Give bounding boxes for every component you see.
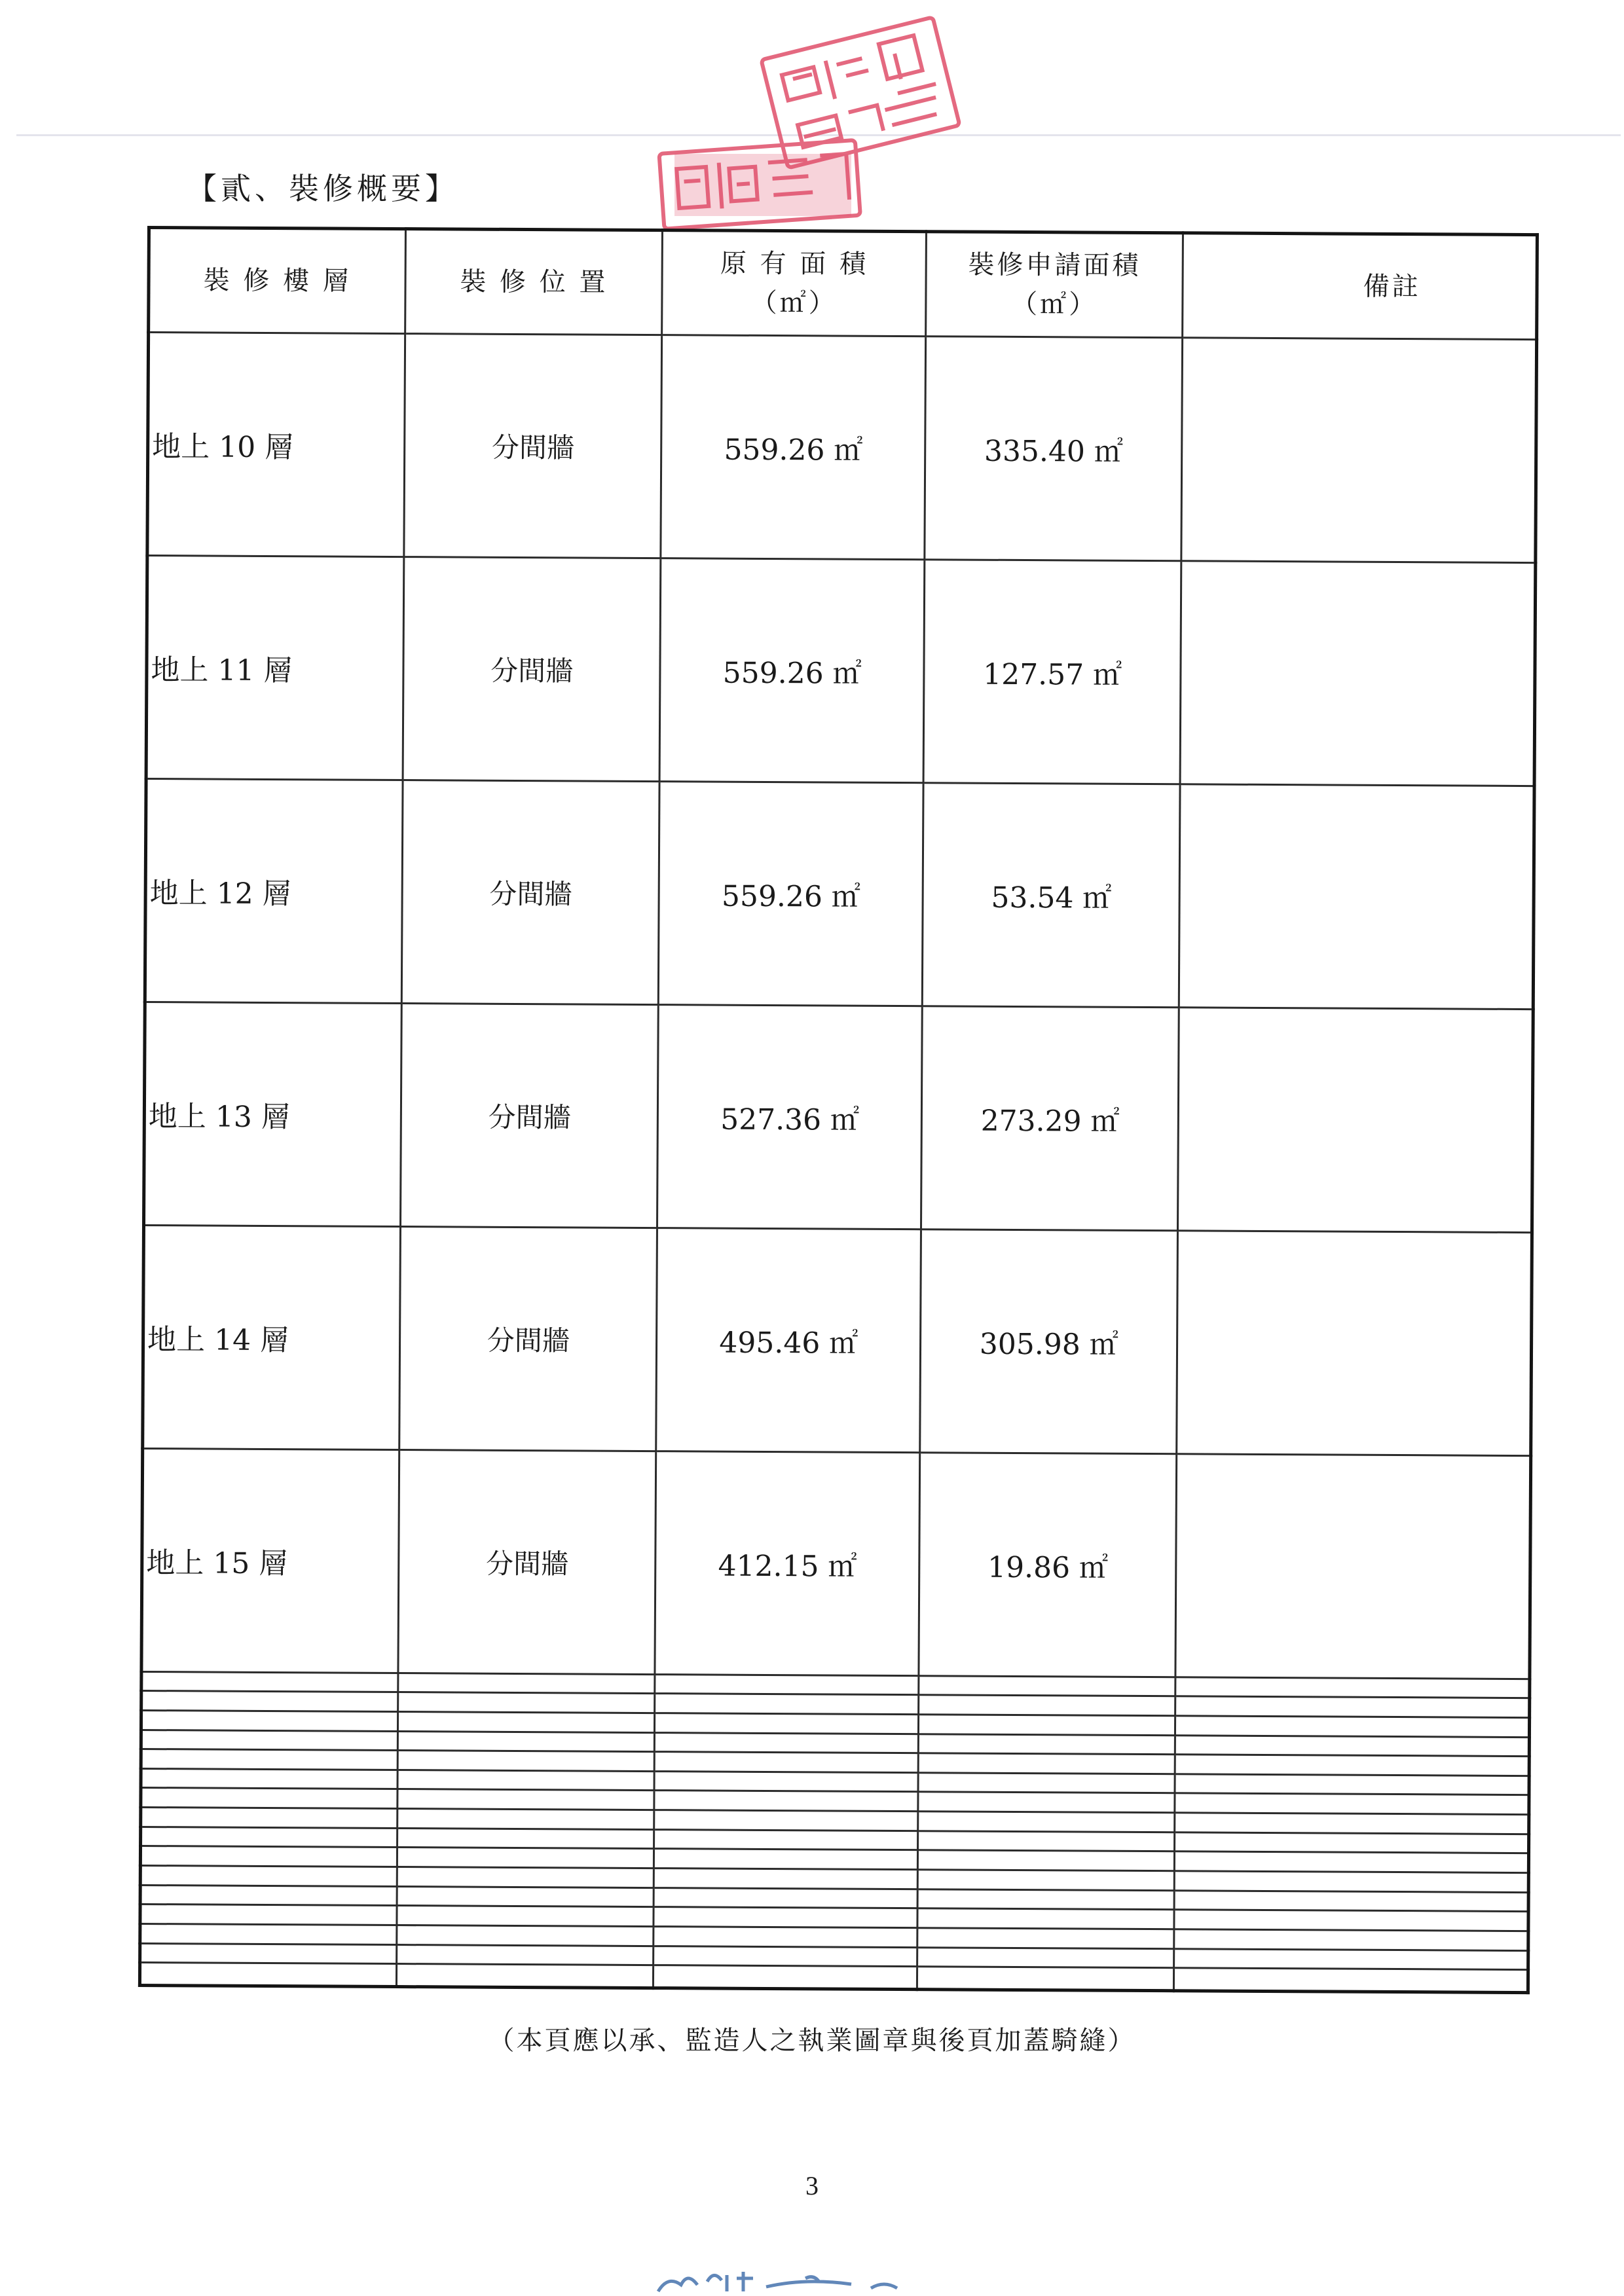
- cell-applied-area-empty: [917, 1928, 1174, 1949]
- cell-floor-empty: [141, 1730, 397, 1751]
- cell-original-area-empty: [654, 1771, 918, 1792]
- cell-location: 分間牆: [401, 1003, 659, 1228]
- cell-floor-empty: [140, 1923, 397, 1944]
- cell-floor-empty: [141, 1808, 397, 1829]
- cell-location-empty: [397, 1809, 654, 1830]
- cell-remarks-empty: [1175, 1677, 1530, 1698]
- cell-original-area: 412.15 ㎡: [655, 1451, 920, 1675]
- cell-original-area-empty: [654, 1849, 918, 1870]
- cell-remarks-empty: [1175, 1813, 1529, 1834]
- cell-applied-area: 273.29 ㎡: [921, 1006, 1179, 1231]
- cell-location-empty: [398, 1673, 655, 1694]
- cell-remarks-empty: [1175, 1716, 1530, 1737]
- cell-remarks-empty: [1175, 1696, 1530, 1717]
- cell-applied-area-empty: [919, 1715, 1175, 1736]
- cell-applied-area-empty: [918, 1850, 1175, 1871]
- cell-remarks: [1178, 1008, 1533, 1233]
- cell-remarks: [1179, 784, 1534, 1010]
- table-row: [146, 555, 1536, 786]
- cell-remarks-empty: [1175, 1851, 1529, 1872]
- cell-applied-area-empty: [917, 1908, 1174, 1929]
- cell-applied-area: 127.57 ㎡: [923, 560, 1181, 784]
- cell-applied-area: 305.98 ㎡: [920, 1229, 1178, 1453]
- cell-remarks-empty: [1174, 1910, 1528, 1931]
- cell-remarks: [1175, 1453, 1530, 1679]
- cell-floor: 地上 14 層: [143, 1225, 401, 1449]
- cell-floor-empty: [141, 1710, 397, 1731]
- cell-original-area-empty: [654, 1965, 917, 1990]
- cell-original-area-empty: [654, 1907, 917, 1928]
- cell-floor-empty: [140, 1904, 397, 1925]
- page-number: 3: [805, 2171, 819, 2200]
- cell-location-empty: [398, 1711, 655, 1732]
- cell-original-area: 495.46 ㎡: [656, 1228, 921, 1452]
- cell-location: 分間牆: [403, 556, 661, 781]
- cell-floor: 地上 10 層: [147, 333, 405, 557]
- cell-floor-empty: [141, 1691, 398, 1712]
- cell-floor-empty: [141, 1827, 397, 1848]
- cell-applied-area-empty: [917, 1870, 1174, 1891]
- cell-original-area-empty: [655, 1732, 919, 1753]
- cell-location-empty: [397, 1906, 654, 1927]
- renovation-summary-table: [138, 226, 1539, 1994]
- header-applied-area: [926, 232, 1183, 338]
- cell-floor: 地上 15 層: [141, 1448, 399, 1673]
- cell-location-empty: [398, 1692, 655, 1713]
- cell-original-area: 559.26 ㎡: [659, 781, 924, 1006]
- table-row: [144, 1002, 1534, 1232]
- cell-applied-area-empty: [918, 1792, 1175, 1813]
- cell-floor: 地上 12 層: [145, 778, 403, 1003]
- cell-location-empty: [397, 1944, 654, 1965]
- cell-floor-empty: [140, 1846, 397, 1867]
- cell-floor: 地上 13 層: [144, 1002, 402, 1226]
- table-header-row: [149, 228, 1538, 340]
- header-floor: 裝 修 樓 層: [149, 228, 406, 334]
- cell-remarks-empty: [1175, 1793, 1529, 1814]
- cell-floor-empty: [139, 1963, 396, 1987]
- cell-applied-area-empty: [918, 1773, 1175, 1794]
- cell-location-empty: [397, 1770, 654, 1791]
- cell-location-empty: [397, 1867, 654, 1888]
- table-row: [141, 1448, 1531, 1679]
- cell-floor-empty: [141, 1768, 397, 1789]
- cell-applied-area-empty: [918, 1734, 1175, 1755]
- cell-remarks-empty: [1175, 1755, 1530, 1776]
- cell-remarks-empty: [1174, 1890, 1528, 1911]
- cell-floor: 地上 11 層: [146, 555, 404, 780]
- cell-original-area-empty: [655, 1713, 919, 1734]
- header-applied-area-label: 裝修申請面積: [968, 249, 1141, 281]
- seal-stamp-icon: [648, 10, 969, 242]
- cell-applied-area-empty: [917, 1889, 1174, 1910]
- cell-remarks-empty: [1175, 1774, 1529, 1795]
- cell-applied-area-empty: [917, 1947, 1174, 1968]
- cell-original-area-empty: [655, 1694, 919, 1715]
- header-original-area-label: 原 有 面 積: [720, 248, 869, 280]
- cell-original-area-empty: [654, 1927, 917, 1948]
- footer-note: （本頁應以承、監造人之執業圖章與後頁加蓋騎縫）: [488, 2026, 1136, 2056]
- cell-location-empty: [397, 1751, 654, 1772]
- cell-original-area: 527.36 ㎡: [657, 1004, 923, 1229]
- cell-location-empty: [397, 1964, 654, 1988]
- cell-original-area-empty: [654, 1868, 918, 1889]
- cell-applied-area-empty: [918, 1812, 1175, 1832]
- cell-original-area-empty: [655, 1674, 919, 1695]
- cell-applied-area-empty: [918, 1831, 1175, 1851]
- cell-location: 分間牆: [398, 1449, 656, 1674]
- cell-applied-area-empty: [919, 1695, 1175, 1716]
- cell-remarks-empty: [1175, 1735, 1530, 1756]
- cell-original-area: 559.26 ㎡: [661, 335, 926, 560]
- cell-location: 分間牆: [404, 334, 662, 558]
- cell-remarks-empty: [1174, 1948, 1528, 1969]
- cell-floor-empty: [141, 1671, 398, 1692]
- cell-floor-empty: [140, 1866, 397, 1887]
- cell-applied-area-empty: [917, 1967, 1174, 1991]
- table-row: [143, 1225, 1532, 1455]
- cell-floor-empty: [141, 1749, 397, 1770]
- cell-floor-empty: [140, 1885, 397, 1906]
- cell-location-empty: [397, 1886, 654, 1907]
- section-heading: 【貳、裝修概要】: [187, 171, 459, 206]
- cell-remarks-empty: [1174, 1929, 1528, 1950]
- cell-floor-empty: [141, 1788, 397, 1809]
- cell-original-area-empty: [654, 1791, 918, 1812]
- header-original-area-unit: （㎡）: [750, 287, 838, 319]
- cell-remarks-empty: [1175, 1832, 1529, 1853]
- cell-original-area-empty: [654, 1946, 917, 1967]
- header-original-area: [662, 230, 927, 337]
- cell-original-area-empty: [654, 1810, 918, 1831]
- cell-location-empty: [397, 1828, 654, 1849]
- cell-original-area-empty: [654, 1829, 918, 1850]
- header-remarks: 備註: [1183, 233, 1537, 340]
- cell-applied-area: 335.40 ㎡: [925, 337, 1183, 561]
- cell-applied-area-empty: [918, 1753, 1175, 1774]
- header-location: 裝 修 位 置: [405, 229, 663, 335]
- cell-remarks: [1177, 1231, 1532, 1456]
- cell-original-area-empty: [655, 1752, 919, 1773]
- cell-applied-area-empty: [919, 1675, 1175, 1696]
- cell-remarks: [1180, 561, 1535, 786]
- header-applied-area-unit: （㎡）: [1011, 289, 1098, 320]
- cell-original-area-empty: [654, 1887, 917, 1908]
- cell-remarks-empty: [1175, 1871, 1529, 1892]
- cell-floor-empty: [140, 1943, 397, 1964]
- cell-location-empty: [397, 1925, 654, 1946]
- cell-remarks-empty: [1174, 1968, 1528, 1993]
- cell-location: 分間牆: [401, 780, 659, 1004]
- cell-applied-area: 53.54 ㎡: [922, 783, 1180, 1008]
- cell-location-empty: [397, 1731, 654, 1752]
- table-row: [147, 333, 1537, 563]
- cell-remarks: [1181, 338, 1536, 563]
- cell-location-empty: [397, 1789, 654, 1810]
- cell-applied-area: 19.86 ㎡: [919, 1452, 1177, 1677]
- table-row: [145, 778, 1534, 1009]
- cell-location-empty: [397, 1848, 654, 1868]
- cell-original-area: 559.26 ㎡: [659, 558, 925, 783]
- cell-location: 分間牆: [399, 1226, 657, 1451]
- signature-mark-icon: [655, 2262, 930, 2295]
